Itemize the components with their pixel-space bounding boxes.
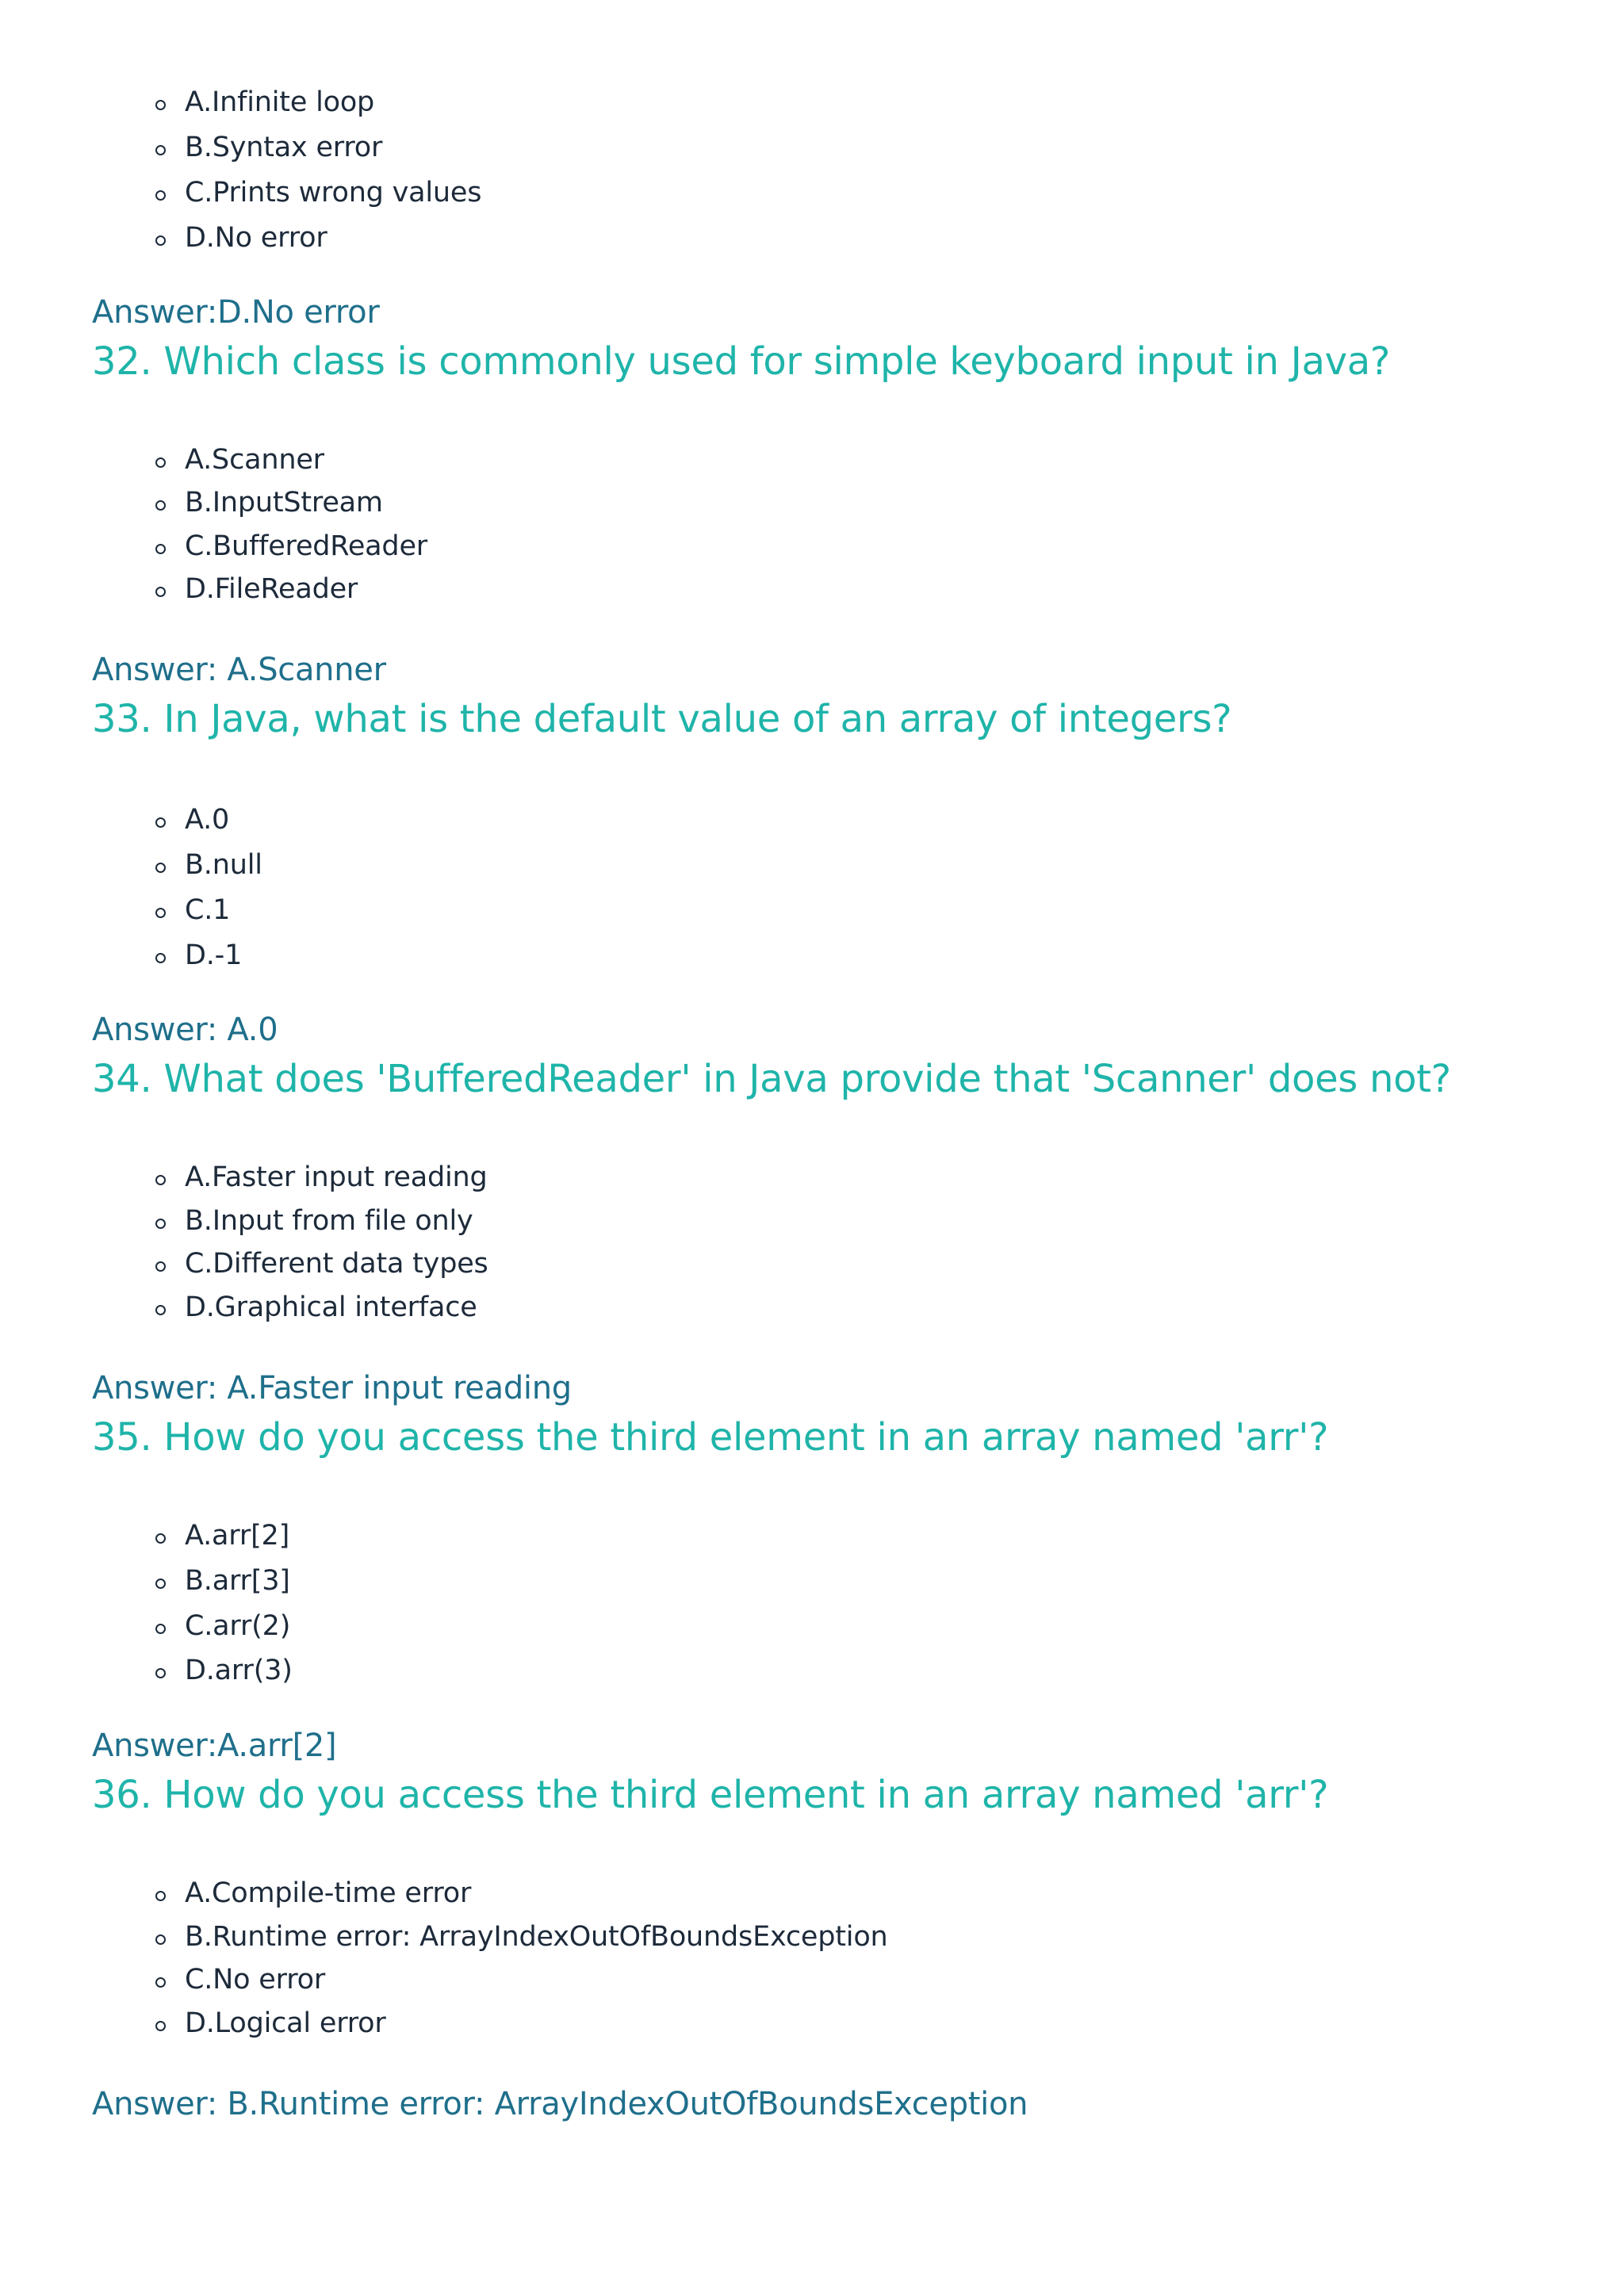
hollow-circle-icon [155, 1624, 166, 1634]
q33-answer: Answer: A.0 [92, 1012, 278, 1048]
q35-question-heading: 35. How do you access the third element in an array named 'arr'? [92, 1415, 1329, 1460]
q36-answer: Answer: B.Runtime error: ArrayIndexOutOfBoundsException [92, 2086, 1028, 2122]
hollow-circle-icon [155, 544, 166, 554]
q34-answer: Answer: A.Faster input reading [92, 1370, 572, 1406]
hollow-circle-icon [155, 1668, 166, 1678]
q33-option-b-text: B.null [185, 849, 262, 881]
q36-question-heading: 36. How do you access the third element in an array named 'arr'? [92, 1773, 1329, 1817]
q34-option-d-text: D.Graphical interface [185, 1292, 477, 1323]
hollow-circle-icon [155, 1219, 166, 1229]
q35-answer: Answer:A.arr[2] [92, 1728, 337, 1764]
hollow-circle-icon [155, 1533, 166, 1544]
q33-option-a-text: A.0 [185, 804, 230, 836]
q36-option-d-text: D.Logical error [185, 2007, 386, 2039]
q32-option-d-text: D.FileReader [185, 573, 358, 605]
hollow-circle-icon [155, 1261, 166, 1272]
hollow-circle-icon [155, 1891, 166, 1901]
hollow-circle-icon [155, 587, 166, 597]
hollow-circle-icon [155, 145, 166, 155]
hollow-circle-icon [155, 457, 166, 468]
q32-option-c-text: C.BufferedReader [185, 530, 427, 562]
q35-option-d-text: D.arr(3) [185, 1655, 293, 1686]
hollow-circle-icon [155, 1977, 166, 1988]
q33-question-heading: 33. In Java, what is the default value of an array of integers? [92, 697, 1232, 741]
q32-answer: Answer: A.Scanner [92, 652, 386, 688]
q36-option-a-text: A.Compile-time error [185, 1877, 472, 1909]
hollow-circle-icon [155, 1934, 166, 1945]
hollow-circle-icon [155, 1305, 166, 1315]
hollow-circle-icon [155, 190, 166, 201]
q32-option-a-text: A.Scanner [185, 444, 324, 476]
q33-option-c-text: C.1 [185, 894, 231, 926]
hollow-circle-icon [155, 100, 166, 110]
q31-option-c-text: C.Prints wrong values [185, 177, 482, 209]
hollow-circle-icon [155, 1175, 166, 1185]
q35-option-b-text: B.arr[3] [185, 1565, 290, 1597]
q31-answer: Answer:D.No error [92, 294, 380, 331]
q34-option-b-text: B.Input from file only [185, 1205, 473, 1237]
q34-question-heading: 34. What does 'BufferedReader' in Java provide that 'Scanner' does not? [92, 1057, 1451, 1101]
q31-option-d-text: D.No error [185, 222, 327, 254]
q33-option-d-text: D.-1 [185, 939, 243, 971]
q36-option-b-text: B.Runtime error: ArrayIndexOutOfBoundsException [185, 1921, 888, 1953]
hollow-circle-icon [155, 953, 166, 963]
q32-option-b-text: B.InputStream [185, 487, 383, 519]
q31-option-b-text: B.Syntax error [185, 132, 383, 163]
q34-option-a-text: A.Faster input reading [185, 1161, 488, 1193]
hollow-circle-icon [155, 235, 166, 246]
hollow-circle-icon [155, 500, 166, 511]
hollow-circle-icon [155, 863, 166, 873]
q32-question-heading: 32. Which class is commonly used for simple keyboard input in Java? [92, 339, 1391, 384]
q36-option-c-text: C.No error [185, 1964, 326, 1996]
hollow-circle-icon [155, 908, 166, 918]
hollow-circle-icon [155, 2021, 166, 2031]
hollow-circle-icon [155, 1578, 166, 1589]
q35-option-a-text: A.arr[2] [185, 1520, 290, 1552]
hollow-circle-icon [155, 817, 166, 828]
q31-option-a-text: A.Infinite loop [185, 86, 375, 118]
q35-option-c-text: C.arr(2) [185, 1610, 291, 1642]
q34-option-c-text: C.Different data types [185, 1248, 488, 1280]
